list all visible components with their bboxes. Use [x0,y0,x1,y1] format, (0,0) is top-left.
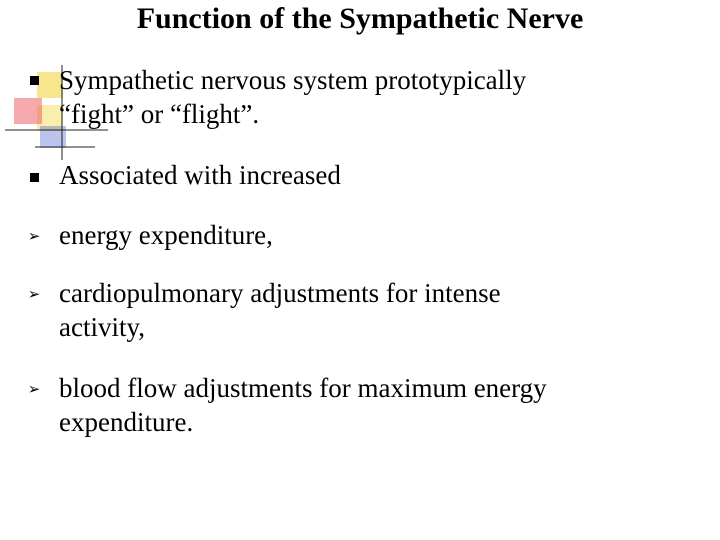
bullet-text [59,371,699,439]
arrow-bullet-icon: ➢ [27,380,41,398]
arrow-bullet-icon: ➢ [27,285,41,303]
arrow-bullet-icon: ➢ [27,227,41,245]
square-bullet-icon [27,73,41,87]
bullet-line: Sympathetic nervous system prototypically [59,65,527,95]
square-bullet-icon [27,170,41,184]
bullet-line: blood flow adjustments for maximum energy [59,373,547,403]
bullet-line: “fight” or “flight”. [59,99,260,129]
bullet-line: activity, [59,312,145,342]
bullet-text [59,63,699,131]
bullet-text [59,276,699,344]
bullet-text [59,158,699,192]
slide-title: Function of the Sympathetic Nerve [136,2,584,35]
bullet-line: Associated with increased [59,160,341,190]
bullet-text [59,218,699,252]
bullet-line: expenditure. [59,407,194,437]
bullet-line: cardiopulmonary adjustments for intense [59,278,501,308]
bullet-line: energy expenditure, [59,220,273,250]
